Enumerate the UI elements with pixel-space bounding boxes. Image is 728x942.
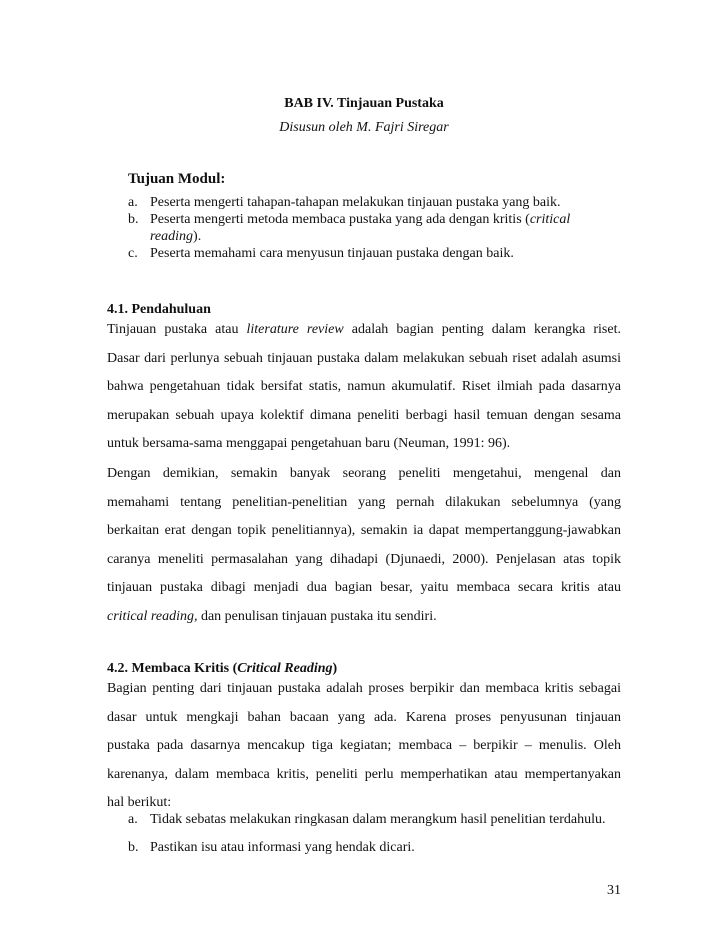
list-item-text: Peserta memahami cara menyusun tinjauan pustaka dengan baik. [150, 246, 514, 261]
section-heading-pendahuluan: 4.1. Pendahuluan [107, 302, 211, 317]
text-line: Tinjauan pustaka atau literature review adalah bagian penting dalam kerangka riset. [107, 322, 621, 337]
list-marker: b. [128, 212, 139, 227]
text-line: caranya meneliti permasalahan yang dihadapi (Djunaedi, 2000). Penjelasan atas topik [107, 551, 621, 567]
list-item [128, 834, 623, 862]
list-marker: a. [128, 812, 138, 827]
list-item-italic: critical reading [150, 212, 571, 244]
list-item [128, 245, 598, 262]
text-line: tinjauan pustaka dibagi menjadi dua bagian besar, yaitu membaca secara kritis atau [107, 580, 621, 595]
tujuan-list [128, 194, 598, 262]
list-marker: a. [128, 195, 138, 210]
tujuan-heading: Tujuan Modul: [128, 171, 226, 187]
text-line: dasar untuk mengkaji bahan bacaan yang ada. Karena proses penyusunan tinjauan [107, 709, 621, 725]
list-item [128, 806, 623, 834]
text-line: critical reading, dan penulisan tinjauan pustaka itu sendiri. [107, 608, 437, 624]
list-item [128, 194, 598, 211]
text-line: Dasar dari perlunya sebuah tinjauan pustaka dalam melakukan sebuah riset adalah asumsi [107, 350, 621, 366]
paragraph-pendahuluan-2 [107, 460, 621, 631]
paragraph-membaca-kritis [107, 675, 621, 818]
text-line: pustaka pada dasarnya mencakup tiga kegiatan; membaca – berpikir – menulis. Oleh [107, 738, 621, 753]
list-item-text: Peserta mengerti tahapan-tahapan melakukan tinjauan pustaka yang baik. [150, 195, 561, 210]
list-item-text-end: ). [193, 229, 202, 244]
list-marker: c. [128, 246, 138, 261]
text-line: Dengan demikian, semakin banyak seorang peneliti mengetahui, mengenal dan [107, 466, 621, 481]
text-line: karenanya, dalam membaca kritis, peneliti perlu memperhatikan atau mempertanyakan [107, 766, 621, 782]
list-item-text: Peserta mengerti metoda membaca pustaka yang ada dengan kritis ( [150, 212, 530, 227]
list-item-text: Tidak sebatas melakukan ringkasan dalam merangkum hasil penelitian terdahulu. [150, 812, 606, 827]
text-line: bahwa pengetahuan tidak bersifat statis, namun akumulatif. Riset ilmiah pada dasarnya [107, 379, 621, 394]
text-line: hal berikut: [107, 795, 172, 810]
list-item [128, 211, 598, 245]
text-line: merupakan sebuah upaya kolektif dimana peneliti berbagi hasil temuan dengan sesama [107, 407, 621, 423]
list-marker: b. [128, 840, 139, 855]
chapter-title: BAB IV. Tinjauan Pustaka [284, 96, 444, 111]
text-line: untuk bersama-sama menggapai pengetahuan baru (Neuman, 1991: 96). [107, 436, 511, 451]
text-line: memahami tentang penelitian-penelitian yang pernah dilakukan sebelumnya (yang [107, 494, 621, 510]
membaca-kritis-list [128, 806, 623, 862]
page-number: 31 [607, 883, 621, 898]
paragraph-pendahuluan-1 [107, 316, 621, 459]
section-heading-membaca-kritis: 4.2. Membaca Kritis (Critical Reading) [107, 661, 338, 676]
text-line: berkaitan erat dengan topik penelitiannya), semakin ia dapat mempertanggung-jawabkan [107, 523, 621, 538]
text-line: Bagian penting dari tinjauan pustaka adalah proses berpikir dan membaca kritis sebagai [107, 681, 621, 696]
list-item-text: Pastikan isu atau informasi yang hendak dicari. [150, 840, 415, 855]
author-line: Disusun oleh M. Fajri Siregar [279, 120, 449, 135]
